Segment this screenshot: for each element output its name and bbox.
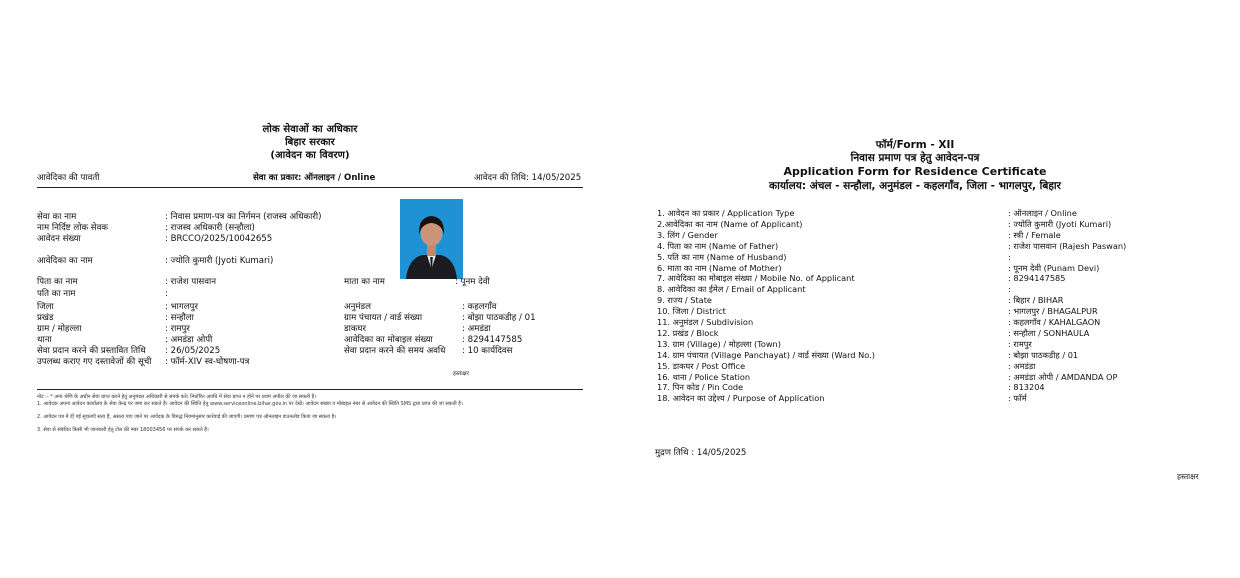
applicant-photo [400,199,463,279]
service-period-value: : 10 कार्यदिवस [462,346,513,356]
panchayat-ward-value: : बोझा पाठकडीह / 01 [462,313,536,323]
receipt-service-type: सेवा का प्रकार: ऑनलाइन / Online [253,173,376,183]
form-field-label: 7. आवेदिका का मोबाइल संख्या / Mobile No. of Applicant [657,273,855,284]
service-period-label: सेवा प्रदान करने की समय अवधि [344,346,446,356]
service-name-value: : निवास प्रमाण-पत्र का निर्गमन (राजस्व अधिकारी) [165,212,322,222]
subdivision-value: : कहलगाँव [462,302,497,312]
form-field-label: 1. आवेदन का प्रकार / Application Type [657,208,795,218]
form-field-value: : [1008,251,1011,262]
receipt-header-line1: लोक सेवाओं का अधिकार [262,124,358,135]
father-name-value: : राजेश पासवान [165,277,217,287]
form-field-value: : [1008,284,1011,295]
police-station-value: : अमडंडा ओपी [165,335,213,345]
form-field-label: 10. जिला / District [657,306,726,317]
applicant-name-value: : ज्योति कुमारी (Jyoti Kumari) [165,256,274,266]
form-field-label: 16. थाना / Police Station [657,371,751,382]
form-field-label: 5. पति का नाम (Name of Husband) [657,251,787,262]
form-field-value: : फॉर्म [1008,393,1027,404]
husband-name-value: : [165,289,168,299]
proposed-date-label: सेवा प्रदान करने की प्रस्तावित तिथि [37,346,146,356]
village-value: : रामपुर [165,324,190,334]
form-field-value: : भागलपुर / BHAGALPUR [1008,306,1098,317]
form-field-value: : 8294147585 [1008,273,1066,284]
form-field-label: 2.आवेदिका का नाम (Name of Applicant) [657,218,803,229]
village-label: ग्राम / मोहल्ला [37,324,82,334]
print-date: मुद्रण तिथि : 14/05/2025 [655,448,747,458]
block-value: : सन्हौला [165,313,194,323]
mother-name-label: माता का नाम [344,277,385,287]
form-field-value: : ऑनलाइन / Online [1008,208,1077,218]
form-field-label: 13. ग्राम (Village) / मोहल्ला (Town) [657,338,781,349]
receipt-header-line2: बिहार सरकार [285,137,335,148]
application-number-label: आवेदन संख्या [37,234,81,244]
application-number-value: : BRCCO/2025/10042655 [165,234,273,244]
service-name-label: सेवा का नाम [37,212,77,222]
form-signature: हस्ताक्षर [1177,472,1199,481]
receipt-note-0: नोट :- * अन्य श्रेणि के अधीन सेवा प्राप्त करने हेतु अनुमंडल अधिकारी से संपर्क करें। निर्धारित अवधि में सेवा प्राप्त न होने पर प्रथम अपील की जा सकती है। [37,394,317,400]
form-field-value: : पूनम देवी (Punam Devi) [1008,262,1100,273]
form-field-value: : अमडंडा ओपी / AMDANDA OP [1008,371,1118,382]
panchayat-ward-label: ग्राम पंचायत / वार्ड संख्या [344,313,423,323]
form-field-label: 11. अनुमंडल / Subdivision [657,317,754,327]
form-field-label: 12. प्रखंड / Block [657,327,719,338]
form-field-value: : ज्योति कुमारी (Jyoti Kumari) [1008,218,1112,229]
form-field-label: 15. डाकघर / Post Office [657,360,746,371]
form-title-hindi: निवास प्रमाण पत्र हेतु आवेदन-पत्र [850,152,980,164]
form-field-value: : कहलगाँव / KAHALGAON [1008,317,1101,327]
district-label: जिला [37,302,54,312]
receipt-note-1: 1. आवेदक अपना आवेदन कार्यालय के सेवा केन्द्र पर जमा कर सकते हैं। आवेदन की स्थिति हेतु www.serviceonline.bihar.gov.in पर देखें। आवेदन संख्या व मोबाइल नंबर से आवेदन की स्थिति SMS द्वारा प्राप्त की जा सकती है। [37,401,463,407]
form-field-label: 3. लिंग / Gender [657,229,718,240]
form-field-label: 18. आवेदन का उद्देश्य / Purpose of Application [657,393,825,404]
post-office-label: डाकघर [344,324,367,334]
receipt-divider-bottom [37,389,583,390]
form-title-english: Application Form for Residence Certificate [783,165,1047,178]
block-label: प्रखंड [37,313,54,323]
receipt-note-3: 3. सेवा से संबंधित किसी भी जानकारी हेतु टोल फ्री नंबर 18003456 पर संपर्क कर सकते हैं। [37,427,209,433]
documents-label: उपलब्ध कराए गए दस्तावेजों की सूची [37,357,152,367]
form-field-value: : स्त्री / Female [1008,229,1061,240]
applicant-photo-image [400,199,463,279]
form-field-label: 9. राज्य / State [657,295,712,306]
form-field-value: : बिहार / BIHAR [1008,295,1064,306]
mother-name-value: : पूनम देवी [455,277,490,287]
form-field-value: : रामपुर [1008,338,1032,349]
form-field-label: 4. पिता का नाम (Name of Father) [657,240,779,251]
post-office-value: : अमडंडा [462,324,491,334]
husband-name-label: पति का नाम [37,289,76,299]
receipt-signature: हस्ताक्षर [453,371,469,377]
form-field-label: 17. पिन कोड / Pin Code [657,382,744,393]
form-field-value: : राजेश पासवान (Rajesh Paswan) [1008,240,1127,251]
receipt-header-line3: (आवेदन का विवरण) [270,150,350,161]
form-field-value: : सन्हौला / SONHAULA [1008,327,1090,338]
police-station-label: थाना [37,335,52,345]
receipt-application-date: आवेदन की तिथि: 14/05/2025 [474,173,582,183]
receipt-note-2: 2. आवेदन पत्र में दी गई सूचनाएँ सत्य हैं, असत्य पाए जाने पर आवेदक के विरुद्ध नियमानुसार कार्रवाई की जाएगी। प्रमाण पत्र ऑनलाइन डाउनलोड किया जा सकता है। [37,414,337,420]
father-name-label: पिता का नाम [37,277,78,287]
receipt-acknowledgement-label: आवेदिका की पावती [37,173,100,183]
form-field-label: 14. ग्राम पंचायत (Village Panchayat) / वार्ड संख्या (Ward No.) [657,349,875,360]
designated-officer-label: नाम निर्दिष्ट लोक सेवक [37,223,108,233]
applicant-name-label: आवेदिका का नाम [37,256,93,266]
mobile-value: : 8294147585 [462,335,523,345]
mobile-label: आवेदिका का मोबाइल संख्या [344,335,433,345]
district-value: : भागलपुर [165,302,198,312]
form-title-number: फॉर्म/Form - XII [875,139,955,151]
receipt-divider-top [37,187,583,188]
designated-officer-value: : राजस्व अधिकारी (सन्हौला) [165,223,255,233]
form-field-label: 6. माता का नाम (Name of Mother) [657,262,782,273]
form-office-line: कार्यालय: अंचल - सन्हौला, अनुमंडल - कहलगाँव, जिला - भागलपुर, बिहार [769,180,1061,192]
form-field-label: 8. आवेदिका का ईमेल / Email of Applicant [657,284,806,295]
documents-value: : फॉर्म-XIV स्व-घोषणा-पत्र [165,357,250,367]
form-field-value: : 813204 [1008,382,1045,393]
proposed-date-value: : 26/05/2025 [165,346,221,356]
form-field-value: : अमडंडा [1008,360,1036,371]
subdivision-label: अनुमंडल [344,302,371,312]
form-field-value: : बोझा पाठकडीह / 01 [1008,349,1079,360]
